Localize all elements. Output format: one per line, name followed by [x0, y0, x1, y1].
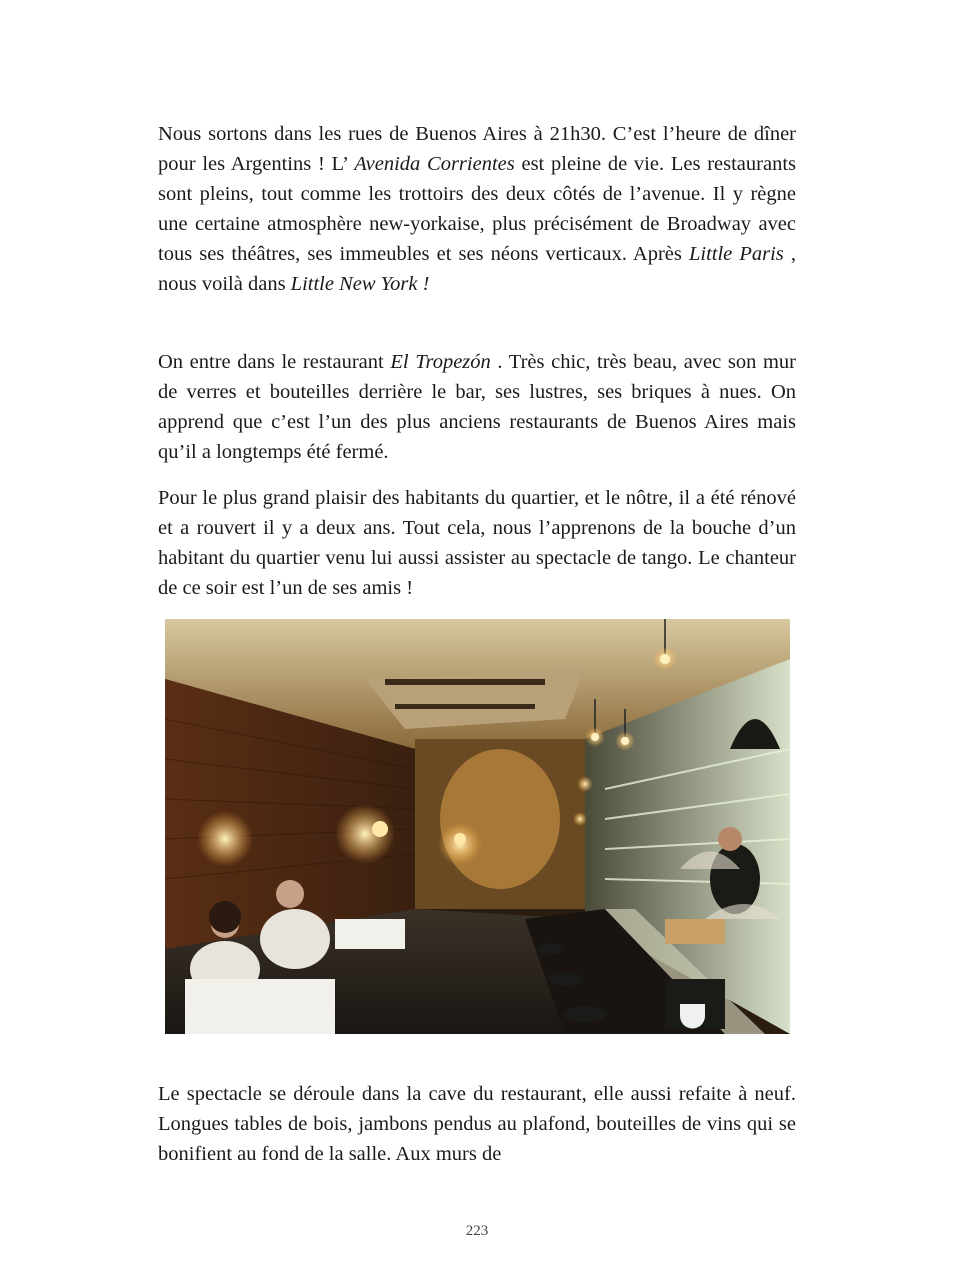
- restaurant-photo: [165, 619, 790, 1034]
- restaurant-photo-illustration: [165, 619, 790, 1034]
- p1-text-1: Nous sortons dans les rues de Buenos Aires à 21h30. C’est l’heure de dîner pour les Argentins ! L’: [158, 123, 796, 175]
- page-number: 223: [465, 1223, 489, 1239]
- p1-italic-little-new-york: Little New York !: [290, 273, 430, 295]
- paragraph-4: Le spectacle se déroule dans la cave du restaurant, elle aussi refaite à neuf. Longues tables de bois, jambons pendus au plafond, bouteilles de vins qui se bonifient au fond de la salle. Aux murs de: [158, 1083, 796, 1165]
- paragraph-3: Pour le plus grand plaisir des habitants du quartier, et le nôtre, il a été rénové et a rouvert il y a deux ans. Tout cela, nous l’apprenons de la bouche d’un habitant du quartier venu lui aussi assister au spectacle de tango. Le chanteur de ce soir est l’un de ses amis !: [158, 487, 796, 599]
- paragraph-2: [158, 347, 796, 467]
- p1-italic-little-paris: Little Paris: [688, 243, 784, 265]
- p1-italic-avenida: Avenida Corrientes: [354, 153, 515, 175]
- p2-text-1: On entre dans le restaurant: [158, 351, 391, 373]
- p1-text-3: , nous voilà dans: [158, 243, 797, 295]
- p2-text-2: . Très chic, très beau, avec son mur de verres et bouteilles derrière le bar, ses lustres, ses briques à nues. On apprend que c’est l’un des plus anciens restaurants de Buenos Aires mais qu’il a longtemps été fermé.: [158, 351, 796, 463]
- paragraph-1: [158, 119, 796, 299]
- p1-text-2: est pleine de vie. Les restaurants sont pleins, tout comme les trottoirs des deux côtés de l’avenue. Il y règne une certaine atmosphère new-yorkaise, plus précisément de Broadway avec tous ses théâtres, ses immeubles et ses néons verticaux. Après: [158, 153, 797, 265]
- p2-italic-el-tropezon: El Tropezón: [390, 351, 491, 373]
